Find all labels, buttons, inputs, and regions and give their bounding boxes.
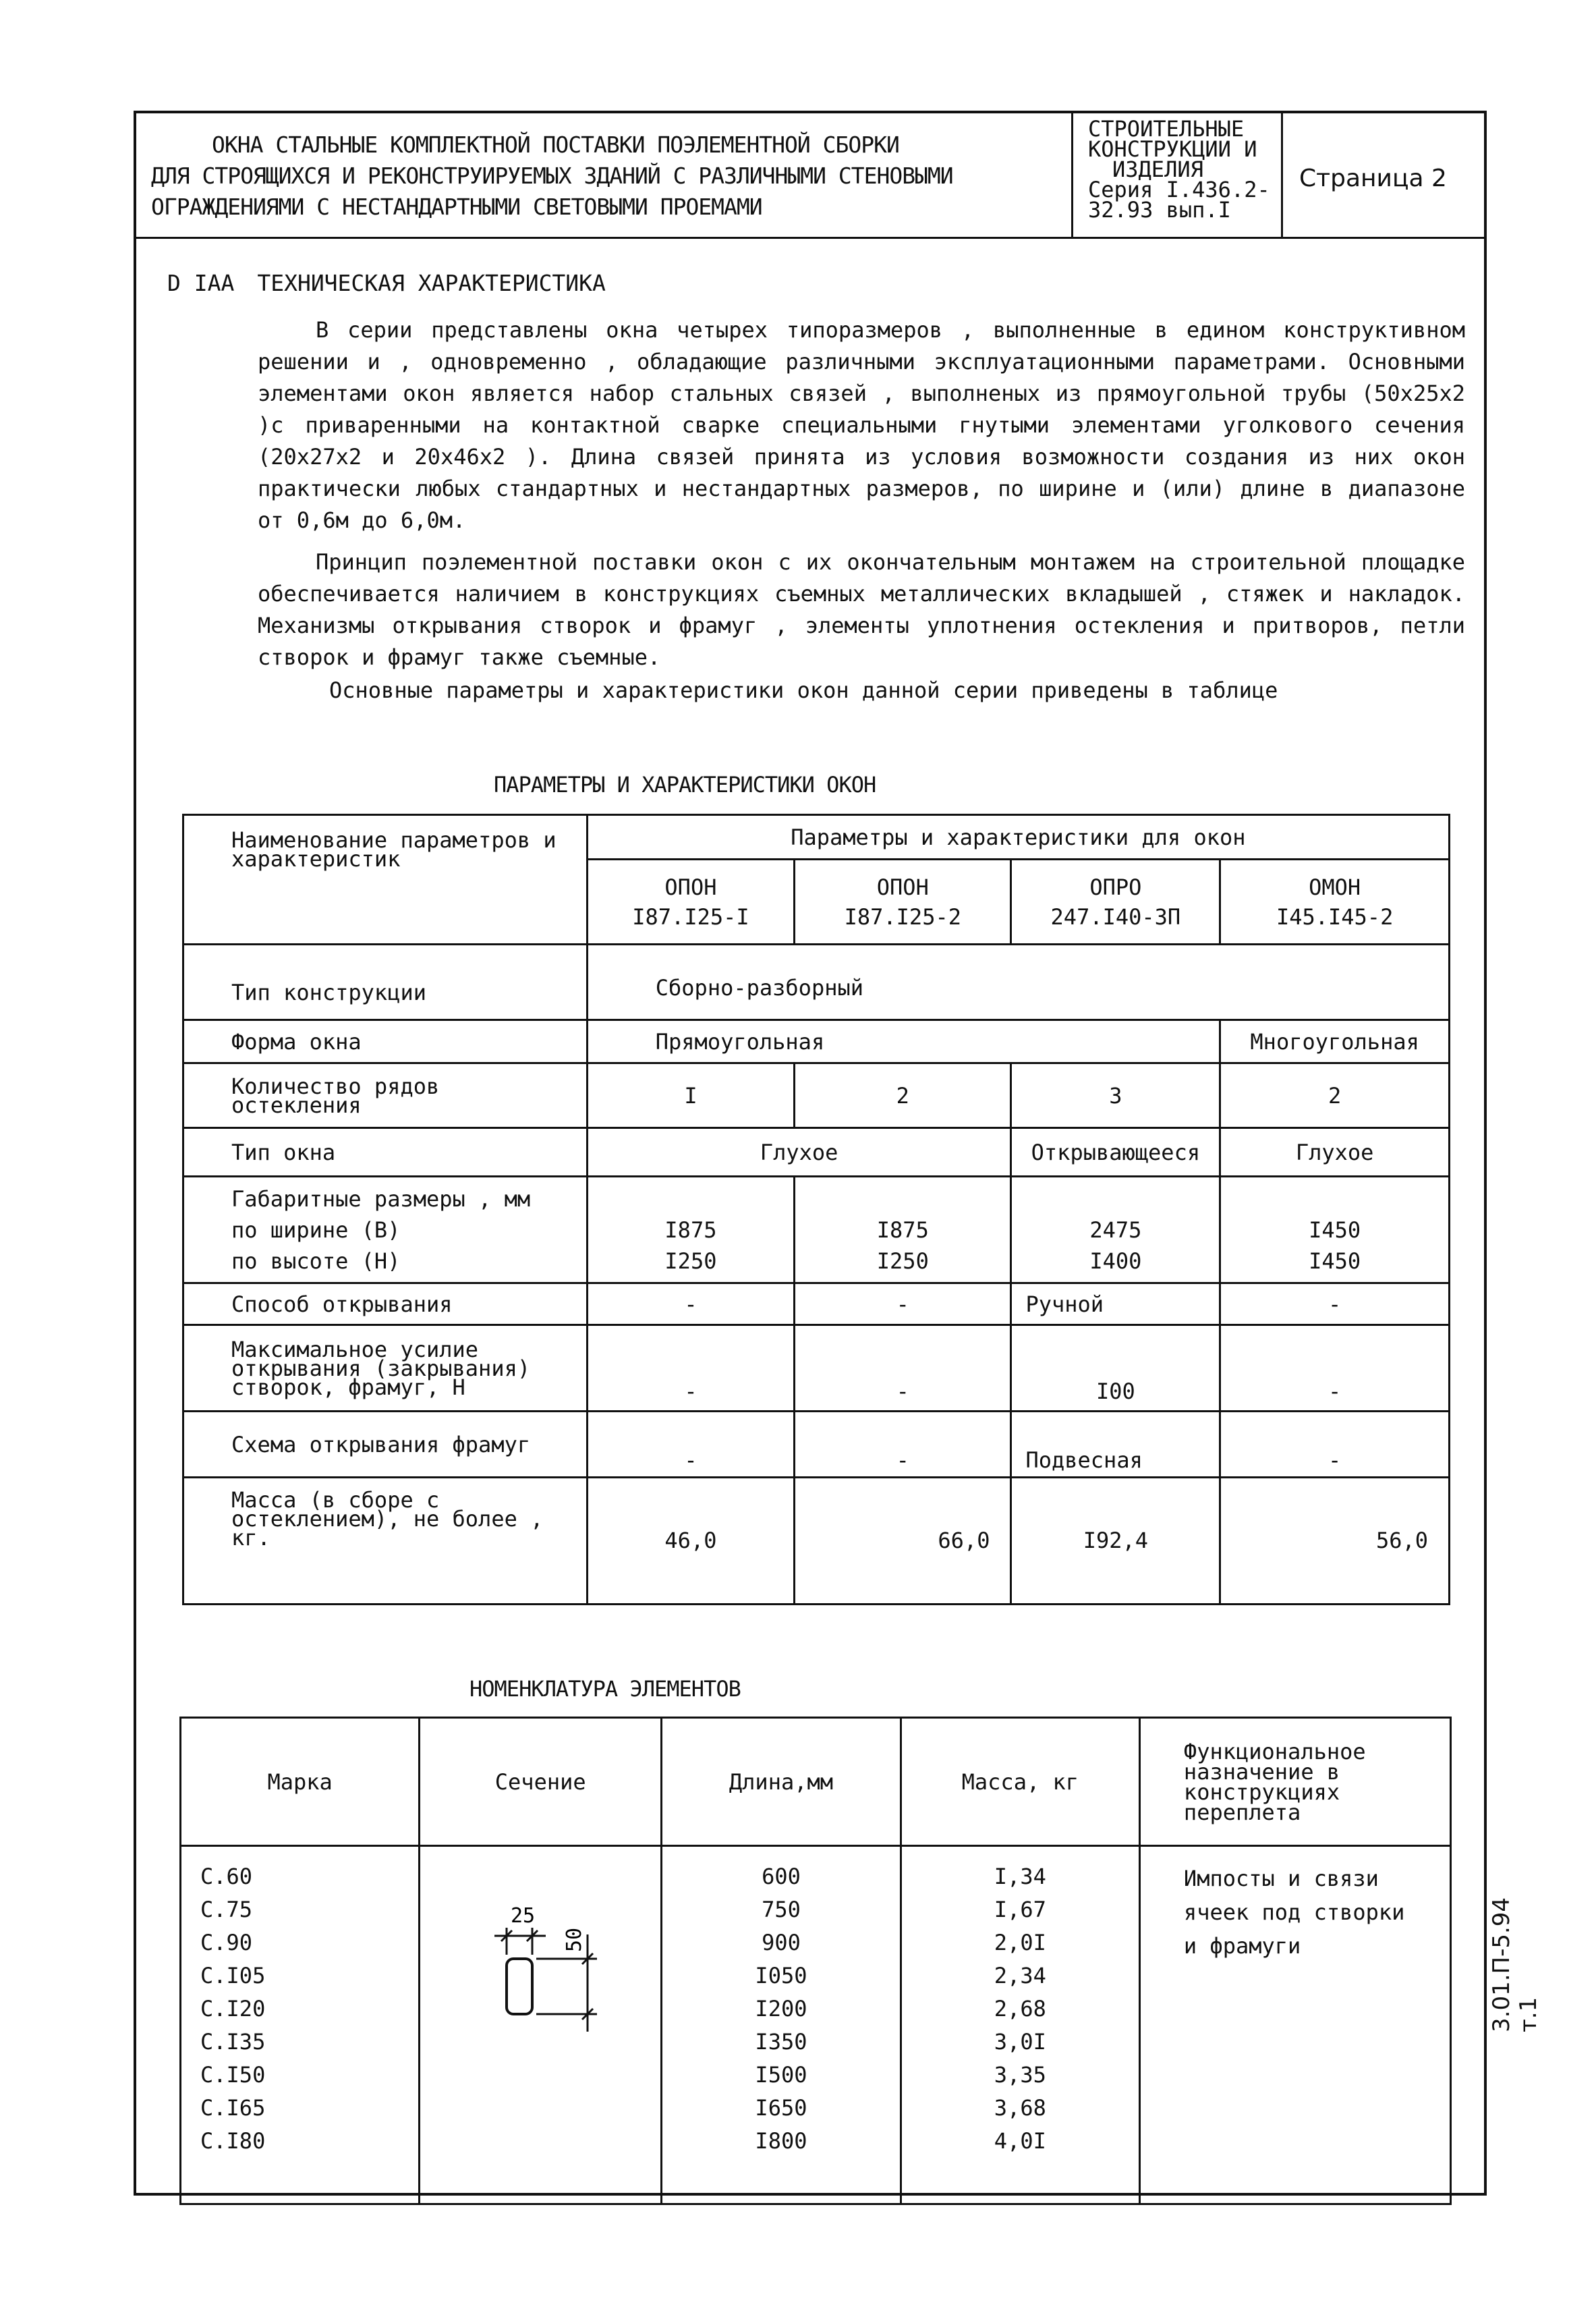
document-title: ОКНА СТАЛЬНЫЕ КОМПЛЕКТНОЙ ПОСТАВКИ ПОЭЛЕМЕНТНОЙ СБОРКИ ДЛЯ СТРОЯЩИХСЯ И РЕКОНСТРУИРУЕМЫХ ЗДАНИЙ С РАЗЛИЧНЫМИ СТЕНОВЫМИ ОГРАЖДЕНИЯМИ С НЕСТАНДАРТНЫМИ СВЕТОВЫМИ ПРОЕМАМИ xyxy=(151,132,953,220)
mark: С.I65 xyxy=(200,2095,266,2121)
cell: Открывающееся xyxy=(1011,1128,1220,1177)
shape-value: Прямоугольная xyxy=(587,1020,1220,1063)
row-label: Количество рядов остекления xyxy=(183,1063,588,1128)
mass: 3,0I xyxy=(994,2029,1046,2055)
mass: 3,68 xyxy=(994,2095,1046,2121)
length: I050 xyxy=(755,1963,807,1988)
purpose-cell: Импосты и связи ячеек под створки и фрамуги xyxy=(1139,1846,1450,2204)
cell: Глухое xyxy=(1220,1128,1450,1177)
page-frame xyxy=(134,111,1487,2196)
col-header: Длина,мм xyxy=(662,1718,901,1846)
dim-width: 25 xyxy=(511,1904,536,1928)
cell: I875 I250 xyxy=(795,1177,1011,1283)
cell: 66,0 xyxy=(795,1478,1011,1605)
mark: С.I50 xyxy=(200,2062,266,2088)
cell: 2 xyxy=(1220,1063,1450,1128)
mark: С.I05 xyxy=(200,1963,266,1988)
cell: - xyxy=(1220,1325,1450,1412)
cell: 46,0 xyxy=(587,1478,794,1605)
row-label: Способ открывания xyxy=(183,1283,588,1325)
dims-label-cell: Габаритные размеры , мм по ширине (В) по высоте (Н) xyxy=(183,1177,588,1283)
paragraph-3: Основные параметры и характеристики окон данной серии приведены в таблице xyxy=(329,677,1278,703)
mass: 3,35 xyxy=(994,2062,1046,2088)
pipe-section-outline xyxy=(507,1959,532,2014)
cell: I450 I450 xyxy=(1220,1177,1450,1283)
length: I650 xyxy=(755,2095,807,2121)
cell: 2 xyxy=(795,1063,1011,1128)
cell: Подвесная xyxy=(1011,1412,1220,1478)
row-label: Форма окна xyxy=(183,1020,588,1063)
construction-value: Сборно-разборный xyxy=(587,945,1449,1020)
length: I800 xyxy=(755,2128,807,2154)
cell: - xyxy=(1220,1412,1450,1478)
mass: I,67 xyxy=(994,1897,1046,1922)
row-label: Тип окна xyxy=(183,1128,588,1177)
col0-header: Наименование параметров и характеристик xyxy=(183,815,588,945)
col-header: Масса, кг xyxy=(901,1718,1139,1846)
group-header: Параметры и характеристики для окон xyxy=(587,815,1449,860)
archive-stamp: 3.01.П-5.94 т.1 xyxy=(1488,1897,1542,2032)
row-label: Тип конструкции xyxy=(183,945,588,1020)
mass: 2,0I xyxy=(994,1930,1046,1955)
mark: С.90 xyxy=(200,1930,253,1955)
mark: С.I20 xyxy=(200,1996,266,2022)
elements-table-caption: НОМЕНКЛАТУРА ЭЛЕМЕНТОВ xyxy=(469,1676,741,1702)
mass: I,34 xyxy=(994,1864,1046,1889)
cell: I92,4 xyxy=(1011,1478,1220,1605)
row-label: Максимальное усилие открывания (закрывания) створок, фрамуг, Н xyxy=(183,1325,588,1412)
title-block xyxy=(136,113,1484,239)
lengths-cell xyxy=(662,1846,901,2204)
cell: 2475 I400 xyxy=(1011,1177,1220,1283)
cell: 3 xyxy=(1011,1063,1220,1128)
shape-value: Многоугольная xyxy=(1220,1020,1450,1063)
cell: - xyxy=(587,1283,794,1325)
length: I200 xyxy=(755,1996,807,2022)
params-table-caption: ПАРАМЕТРЫ И ХАРАКТЕРИСТИКИ ОКОН xyxy=(494,772,876,798)
page-number: Страница 2 xyxy=(1299,165,1447,192)
window-header: ОПРО 247.I40-3П xyxy=(1011,860,1220,945)
length: 900 xyxy=(762,1930,801,1955)
pipe-section-drawing xyxy=(420,1847,660,2198)
cell: Глухое xyxy=(587,1128,1011,1177)
mass: 2,68 xyxy=(994,1996,1046,2022)
paragraph-2: Принцип поэлементной поставки окон с их окончательным монтажем на строительной площадке обеспечивается наличием в конструкциях съемных металлических вкладышей , стяжек и накладок. Механизмы открывания створок и фрамуг , элементы уплотнения остекления и притворов, петли створок и фрамуг также съемные. xyxy=(258,549,1465,670)
cell: I xyxy=(587,1063,794,1128)
series-block: СТРОИТЕЛЬНЫЕ КОНСТРУКЦИИ И ИЗДЕЛИЯ Серия I.436.2- 32.93 вып.I xyxy=(1071,113,1283,239)
row-label: Схема открывания фрамуг xyxy=(183,1412,588,1478)
cell: - xyxy=(587,1412,794,1478)
section-drawing-cell xyxy=(420,1846,662,2204)
length: 750 xyxy=(762,1897,801,1922)
elements-table xyxy=(179,1717,1452,2205)
cell: Ручной xyxy=(1011,1283,1220,1325)
cell: - xyxy=(1220,1283,1450,1325)
cell: I00 xyxy=(1011,1325,1220,1412)
params-table xyxy=(182,814,1450,1605)
cell: I875 I250 xyxy=(587,1177,794,1283)
length: I500 xyxy=(755,2062,807,2088)
mass: 4,0I xyxy=(994,2128,1046,2154)
mark: С.75 xyxy=(200,1897,253,1922)
window-header: ОПОН I87.I25-I xyxy=(587,860,794,945)
cell: - xyxy=(795,1412,1011,1478)
cell: 56,0 xyxy=(1220,1478,1450,1605)
cell: - xyxy=(587,1325,794,1412)
mark: С.I80 xyxy=(200,2128,266,2154)
cell: - xyxy=(795,1325,1011,1412)
length: I350 xyxy=(755,2029,807,2055)
section-number: D IAA xyxy=(167,270,235,296)
mark: С.60 xyxy=(200,1864,253,1889)
row-label: Масса (в сборе с остеклением), не более , кг. xyxy=(183,1478,588,1605)
mark: С.I35 xyxy=(200,2029,266,2055)
window-header: ОМОН I45.I45-2 xyxy=(1220,860,1450,945)
dim-height: 50 xyxy=(563,1927,587,1952)
length: 600 xyxy=(762,1864,801,1889)
marks-cell xyxy=(181,1846,420,2204)
paragraph-1: В серии представлены окна четырех типоразмеров , выполненные в едином конструктивном решении и , одновременно , обладающие различными эксплуатационными параметрами. Основными элементами окон является набор стальных связей , выполненых из прямоугольной трубы (50х25х2 )с приваренными на контактной сварке специальными гнутыми элементами уголкового сечения (20х27х2 и 20х46х2 ). Длина связей принята из условия возможности создания из них окон практически любых стандартных и нестандартных размеров, по ширине и (или) длине в диапазоне от 0,6м до 6,0м. xyxy=(258,317,1465,533)
col-header: Функциональное назначение в конструкциях переплета xyxy=(1139,1718,1450,1846)
col-header: Сечение xyxy=(420,1718,662,1846)
window-header: ОПОН I87.I25-2 xyxy=(795,860,1011,945)
section-title: ТЕХНИЧЕСКАЯ ХАРАКТЕРИСТИКА xyxy=(257,270,606,296)
col-header: Марка xyxy=(181,1718,420,1846)
cell: - xyxy=(795,1283,1011,1325)
mass: 2,34 xyxy=(994,1963,1046,1988)
masses-cell xyxy=(901,1846,1139,2204)
section-heading xyxy=(167,270,629,296)
